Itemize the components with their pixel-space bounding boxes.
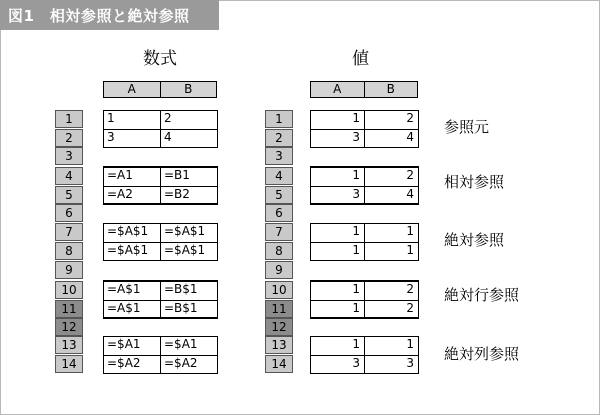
formula-cell-a7[interactable]: =$A$1 xyxy=(107,224,149,238)
formula-cell-b11[interactable]: =B$1 xyxy=(164,301,198,315)
values-row-header-7: 7 xyxy=(265,223,293,241)
formulas-row-header-7: 7 xyxy=(55,223,83,241)
label-reference-source: 参照元 xyxy=(444,118,490,136)
label-absolute-column-reference: 絶対列参照 xyxy=(444,345,520,363)
formulas-row-header-1: 1 xyxy=(55,110,83,128)
value-cell-b7[interactable]: 1 xyxy=(406,224,414,238)
formulas-row-header-12: 12 xyxy=(55,318,83,336)
values-column-header xyxy=(310,81,418,98)
values-row-header-10: 10 xyxy=(265,281,293,299)
label-relative-reference: 相対参照 xyxy=(444,173,505,191)
formula-cell-b10[interactable]: =B$1 xyxy=(164,282,198,296)
column-header-b: B xyxy=(184,82,193,96)
column-header-a: A xyxy=(104,82,161,97)
formula-cell-b2[interactable]: 4 xyxy=(164,130,172,144)
values-row-header-13: 13 xyxy=(265,336,293,354)
value-cell-a2[interactable]: 3 xyxy=(352,130,360,144)
values-row-header-2: 2 xyxy=(265,129,293,147)
formula-cell-b1[interactable]: 2 xyxy=(164,111,172,125)
column-header-a: A xyxy=(311,82,365,97)
formula-cell-b14[interactable]: =$A2 xyxy=(164,356,198,370)
value-cell-a5[interactable]: 3 xyxy=(352,187,360,201)
formula-cell-a8[interactable]: =$A$1 xyxy=(107,243,149,257)
formulas-row-header-8: 8 xyxy=(55,242,83,260)
formula-cell-b8[interactable]: =$A$1 xyxy=(164,243,206,257)
value-cell-a13[interactable]: 1 xyxy=(352,337,360,351)
formula-cell-b5[interactable]: =B2 xyxy=(164,187,190,201)
value-cell-b14[interactable]: 3 xyxy=(406,356,414,370)
formulas-row-header-11: 11 xyxy=(55,300,83,318)
label-absolute-reference: 絶対参照 xyxy=(444,231,505,249)
formulas-row-header-9: 9 xyxy=(55,261,83,279)
formulas-row-header-4: 4 xyxy=(55,167,83,185)
formulas-column-header xyxy=(103,81,217,98)
figure-title-tab xyxy=(0,0,219,30)
formulas-row-header-2: 2 xyxy=(55,129,83,147)
formulas-row-header-3: 3 xyxy=(55,147,83,165)
values-row-header-1: 1 xyxy=(265,110,293,128)
formula-cell-a4[interactable]: =A1 xyxy=(107,168,133,182)
formula-cell-a1[interactable]: 1 xyxy=(107,111,115,125)
formula-cell-a10[interactable]: =A$1 xyxy=(107,282,141,296)
value-cell-b5[interactable]: 4 xyxy=(406,187,414,201)
formulas-row-header-6: 6 xyxy=(55,204,83,222)
values-row-header-3: 3 xyxy=(265,147,293,165)
formula-cell-a5[interactable]: =A2 xyxy=(107,187,133,201)
value-cell-b13[interactable]: 1 xyxy=(406,337,414,351)
value-cell-a7[interactable]: 1 xyxy=(352,224,360,238)
values-section-title: 値 xyxy=(352,49,369,69)
value-cell-b8[interactable]: 1 xyxy=(406,243,414,257)
values-row-header-12: 12 xyxy=(265,318,293,336)
value-cell-b10[interactable]: 2 xyxy=(406,282,414,296)
figure-title: 図1 相対参照と絶対参照 xyxy=(8,7,190,25)
values-row-header-9: 9 xyxy=(265,261,293,279)
values-row-header-14: 14 xyxy=(265,355,293,373)
formula-cell-b4[interactable]: =B1 xyxy=(164,168,190,182)
column-header-b: B xyxy=(386,82,395,96)
formulas-row-header-14: 14 xyxy=(55,355,83,373)
value-cell-a10[interactable]: 1 xyxy=(352,282,360,296)
values-row-header-8: 8 xyxy=(265,242,293,260)
formulas-section-title: 数式 xyxy=(143,49,177,69)
value-cell-a4[interactable]: 1 xyxy=(352,168,360,182)
value-cell-a11[interactable]: 1 xyxy=(352,301,360,315)
formulas-row-header-13: 13 xyxy=(55,336,83,354)
values-row-header-5: 5 xyxy=(265,186,293,204)
values-row-header-11: 11 xyxy=(265,300,293,318)
formula-cell-b7[interactable]: =$A$1 xyxy=(164,224,206,238)
value-cell-a14[interactable]: 3 xyxy=(352,356,360,370)
value-cell-a8[interactable]: 1 xyxy=(352,243,360,257)
value-cell-a1[interactable]: 1 xyxy=(352,111,360,125)
formulas-row-header-10: 10 xyxy=(55,281,83,299)
value-cell-b1[interactable]: 2 xyxy=(406,111,414,125)
values-row-header-6: 6 xyxy=(265,204,293,222)
values-row-header-4: 4 xyxy=(265,167,293,185)
formula-cell-a2[interactable]: 3 xyxy=(107,130,115,144)
formulas-row-header-5: 5 xyxy=(55,186,83,204)
formula-cell-b13[interactable]: =$A1 xyxy=(164,337,198,351)
value-cell-b4[interactable]: 2 xyxy=(406,168,414,182)
formula-cell-a13[interactable]: =$A1 xyxy=(107,337,141,351)
formula-cell-a11[interactable]: =A$1 xyxy=(107,301,141,315)
label-absolute-row-reference: 絶対行参照 xyxy=(444,286,520,304)
formula-cell-a14[interactable]: =$A2 xyxy=(107,356,141,370)
value-cell-b11[interactable]: 2 xyxy=(406,301,414,315)
value-cell-b2[interactable]: 4 xyxy=(406,130,414,144)
